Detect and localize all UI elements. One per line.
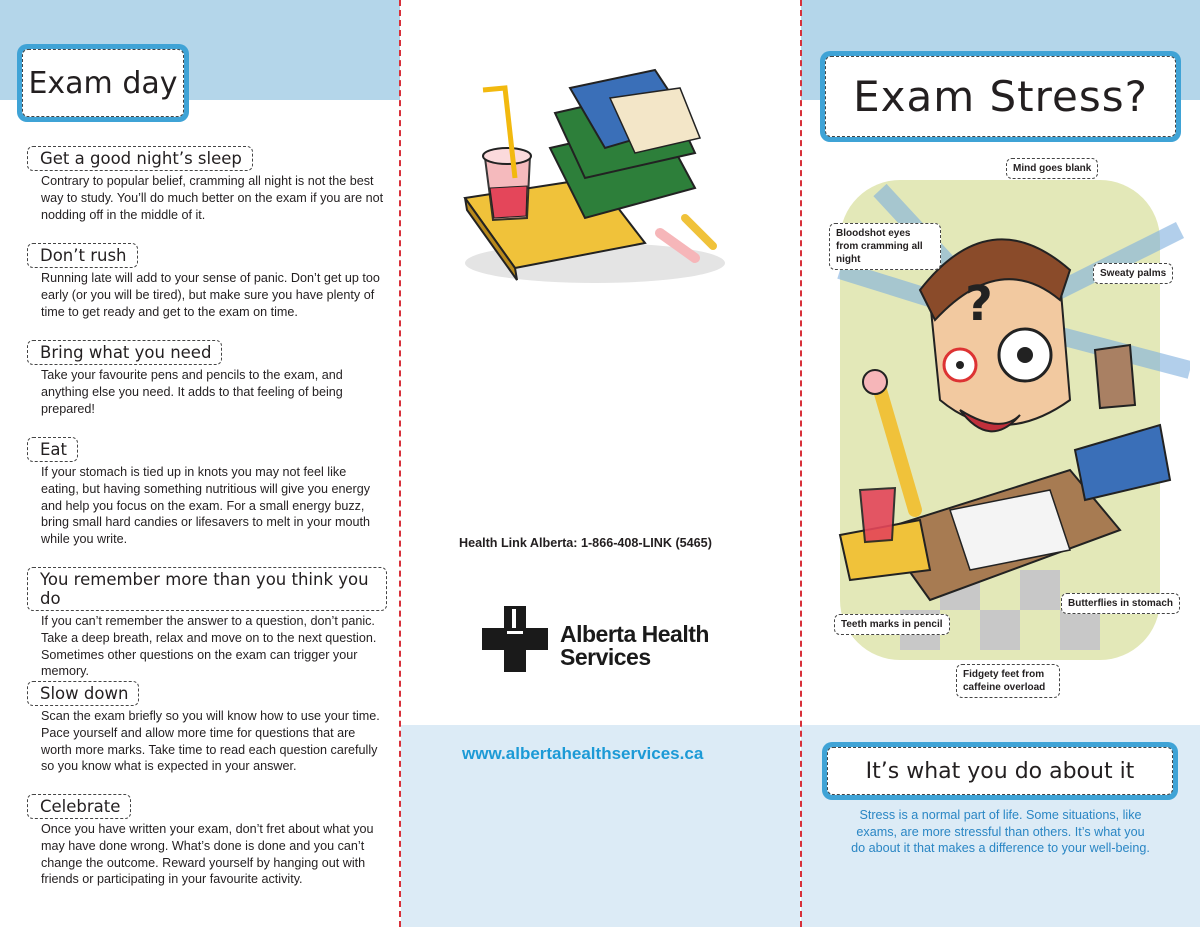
ahs-logo-text <box>560 623 709 669</box>
books-and-drink-illustration <box>445 68 735 288</box>
tip-body: Scan the exam briefly so you will know how to use your time. Pace yourself and allow more time for questions that are worth more marks. Take time to read each question carefully so you know what is expected in your answer. <box>41 709 380 774</box>
svg-text:?: ? <box>965 276 993 332</box>
fold-line <box>800 0 802 927</box>
callout-teeth-marks: Teeth marks in pencil <box>834 614 950 635</box>
stress-description: Stress is a normal part of life. Some situations, like exams, are more stressful than others. It’s what you do about it that makes a difference to your well-being. <box>851 808 1150 856</box>
tip-body: Once you have written your exam, don’t fret about what you may have done wrong. What’s done is done and you can’t change the outcome. Reward yourself by hanging out with friends or participating in your favourite activity. <box>41 822 374 887</box>
tip-body: If your stomach is tied up in knots you may not feel like eating, but having something nutritious will give you energy and help you focus on the exam. For a small energy buzz, bring small hard candies or lifesavers to melt in your mouth while you write. <box>41 465 371 547</box>
callout-fidgety-feet: Fidgety feet from caffeine overload <box>956 664 1060 698</box>
tip-heading: You remember more than you think you do <box>27 567 387 611</box>
fold-line <box>399 0 401 927</box>
logo-line-1: Alberta Health <box>560 621 709 647</box>
tip-rush <box>27 243 387 320</box>
exam-day-title: Exam day <box>22 49 184 117</box>
callout-mind-blank: Mind goes blank <box>1006 158 1098 179</box>
exam-stress-title: Exam Stress? <box>825 56 1176 137</box>
tip-body: If you can’t remember the answer to a question, don’t panic. Take a deep breath, relax and move on to the next question. Sometimes other questions on the exam can trigger your memory. <box>41 614 377 679</box>
exam-day-title-box <box>17 44 189 122</box>
tip-sleep <box>27 146 387 223</box>
tip-heading: Bring what you need <box>27 340 222 365</box>
tip-slow-down <box>27 681 387 775</box>
logo-line-2: Services <box>560 644 651 670</box>
tip-bring <box>27 340 387 417</box>
website-link[interactable]: www.albertahealthservices.ca <box>462 744 704 763</box>
tip-eat <box>27 437 387 548</box>
what-you-do-title: It’s what you do about it <box>827 747 1173 795</box>
tip-heading: Get a good night’s sleep <box>27 146 253 171</box>
tip-body: Contrary to popular belief, cramming all night is not the best way to study. You’ll do much better on the exam if you are not nodding off in the middle of it. <box>41 174 384 222</box>
tip-heading: Celebrate <box>27 794 131 819</box>
tip-heading: Eat <box>27 437 78 462</box>
what-you-do-title-box <box>822 742 1178 800</box>
tip-body: Take your favourite pens and pencils to the exam, and anything else you need. It adds to that feeling of being prepared! <box>41 368 343 416</box>
tip-celebrate <box>27 794 387 888</box>
exam-stress-title-box <box>820 51 1181 142</box>
callout-butterflies: Butterflies in stomach <box>1061 593 1180 614</box>
callout-sweaty-palms: Sweaty palms <box>1093 263 1173 284</box>
callout-bloodshot-eyes: Bloodshot eyes from cramming all night <box>829 223 941 270</box>
tip-heading: Slow down <box>27 681 139 706</box>
alberta-health-services-logo-icon <box>482 606 550 672</box>
tip-remember <box>27 567 387 680</box>
tip-heading: Don’t rush <box>27 243 138 268</box>
health-link-phone: Health Link Alberta: 1-866-408-LINK (5465) <box>459 536 712 550</box>
tip-body: Running late will add to your sense of panic. Don’t get up too early (or you will be tired), but make sure you have plenty of time to get ready and get to the exam on time. <box>41 271 380 319</box>
